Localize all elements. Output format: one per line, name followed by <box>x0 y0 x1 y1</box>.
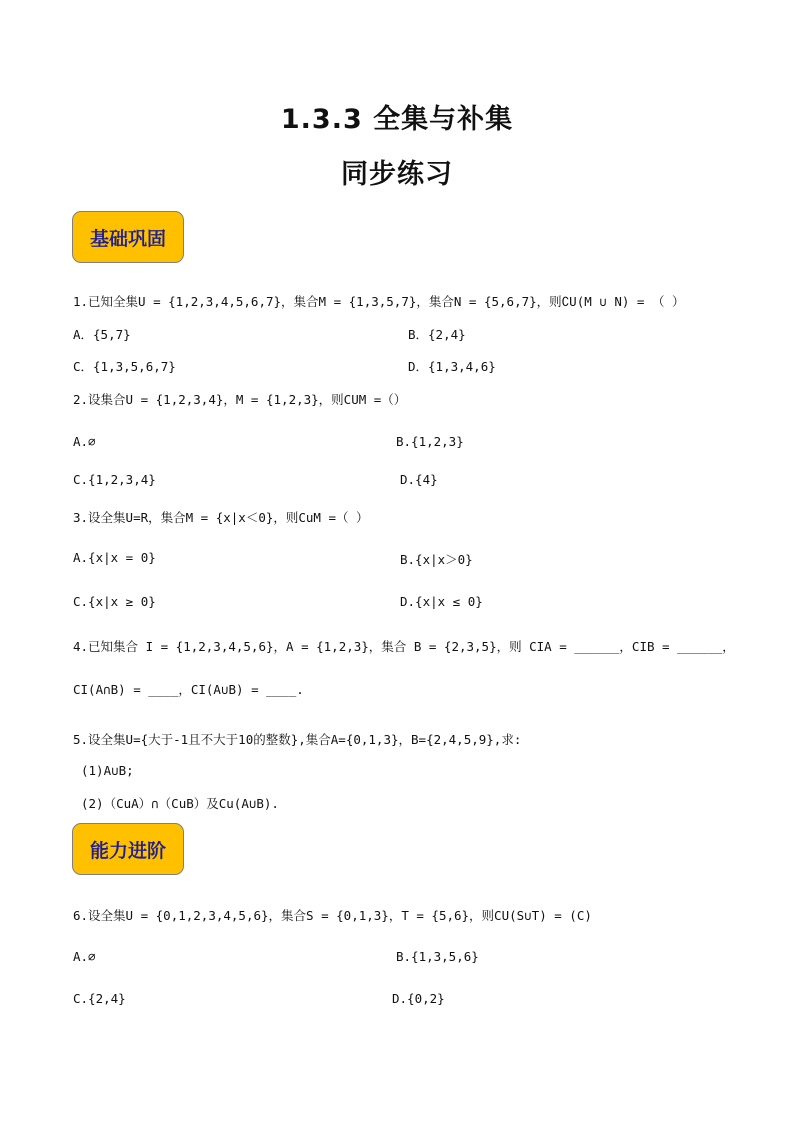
section-badge-advanced: 能力进阶 <box>72 823 184 875</box>
page-subtitle: 同步练习 <box>341 159 453 190</box>
question-3-stem: 3.设全集U=R，集合M = {x|x＜0}，则CuM =（ ） <box>73 510 369 525</box>
question-1-option-a: A．{5,7} <box>73 327 131 342</box>
question-5-stem: 5.设全集U={大于-1且不大于10的整数},集合A={0,1,3}，B={2,4,5,9},求: <box>73 732 522 747</box>
question-1-stem: 1.已知全集U = {1,2,3,4,5,6,7}，集合M = {1,3,5,7}，集合N = {5,6,7}，则∁U(M ∪ N) = （ ） <box>73 294 685 309</box>
question-2-stem: 2.设集合U = {1,2,3,4}，M = {1,2,3}，则CUM =（） <box>73 392 407 407</box>
section-badge-basic: 基础巩固 <box>72 211 184 263</box>
question-3-option-b: B.{x|x＞0} <box>400 552 473 567</box>
question-1-option-d: D．{1,3,4,6} <box>408 359 496 374</box>
question-6-option-c: C.{2,4} <box>73 991 126 1006</box>
question-4-line-2: CI(A∩B) = ____，CI(A∪B) = ____. <box>73 682 304 697</box>
question-6-option-a: A.∅ <box>73 949 96 964</box>
question-3-option-c: C.{x|x ≥ 0} <box>73 594 156 609</box>
question-1-option-b: B．{2,4} <box>408 327 466 342</box>
question-6-stem: 6.设全集U = {0,1,2,3,4,5,6}，集合S = {0,1,3}，T = {5,6}，则CU(S∪T) = (C) <box>73 908 592 923</box>
question-5-part-1: (1)A∪B; <box>81 763 134 778</box>
question-3-option-a: A.{x|x = 0} <box>73 550 156 565</box>
question-2-option-b: B.{1,2,3} <box>396 434 464 449</box>
question-2-option-a: A.∅ <box>73 434 96 449</box>
question-6-option-d: D.{0,2} <box>392 991 445 1006</box>
question-1-option-c: C．{1,3,5,6,7} <box>73 359 176 374</box>
question-2-option-c: C.{1,2,3,4} <box>73 472 156 487</box>
page-title: 1.3.3 全集与补集 <box>280 104 514 135</box>
question-5-part-2: (2)（CuA）∩（CuB）及Cu(A∪B). <box>81 796 279 811</box>
question-3-option-d: D.{x|x ≤ 0} <box>400 594 483 609</box>
question-2-option-d: D.{4} <box>400 472 438 487</box>
question-6-option-b: B.{1,3,5,6} <box>396 949 479 964</box>
question-4-line-1: 4.已知集合 I = {1,2,3,4,5,6}，A = {1,2,3}，集合 B = {2,3,5}，则 CIA = ______，CIB = ______， <box>73 639 735 654</box>
